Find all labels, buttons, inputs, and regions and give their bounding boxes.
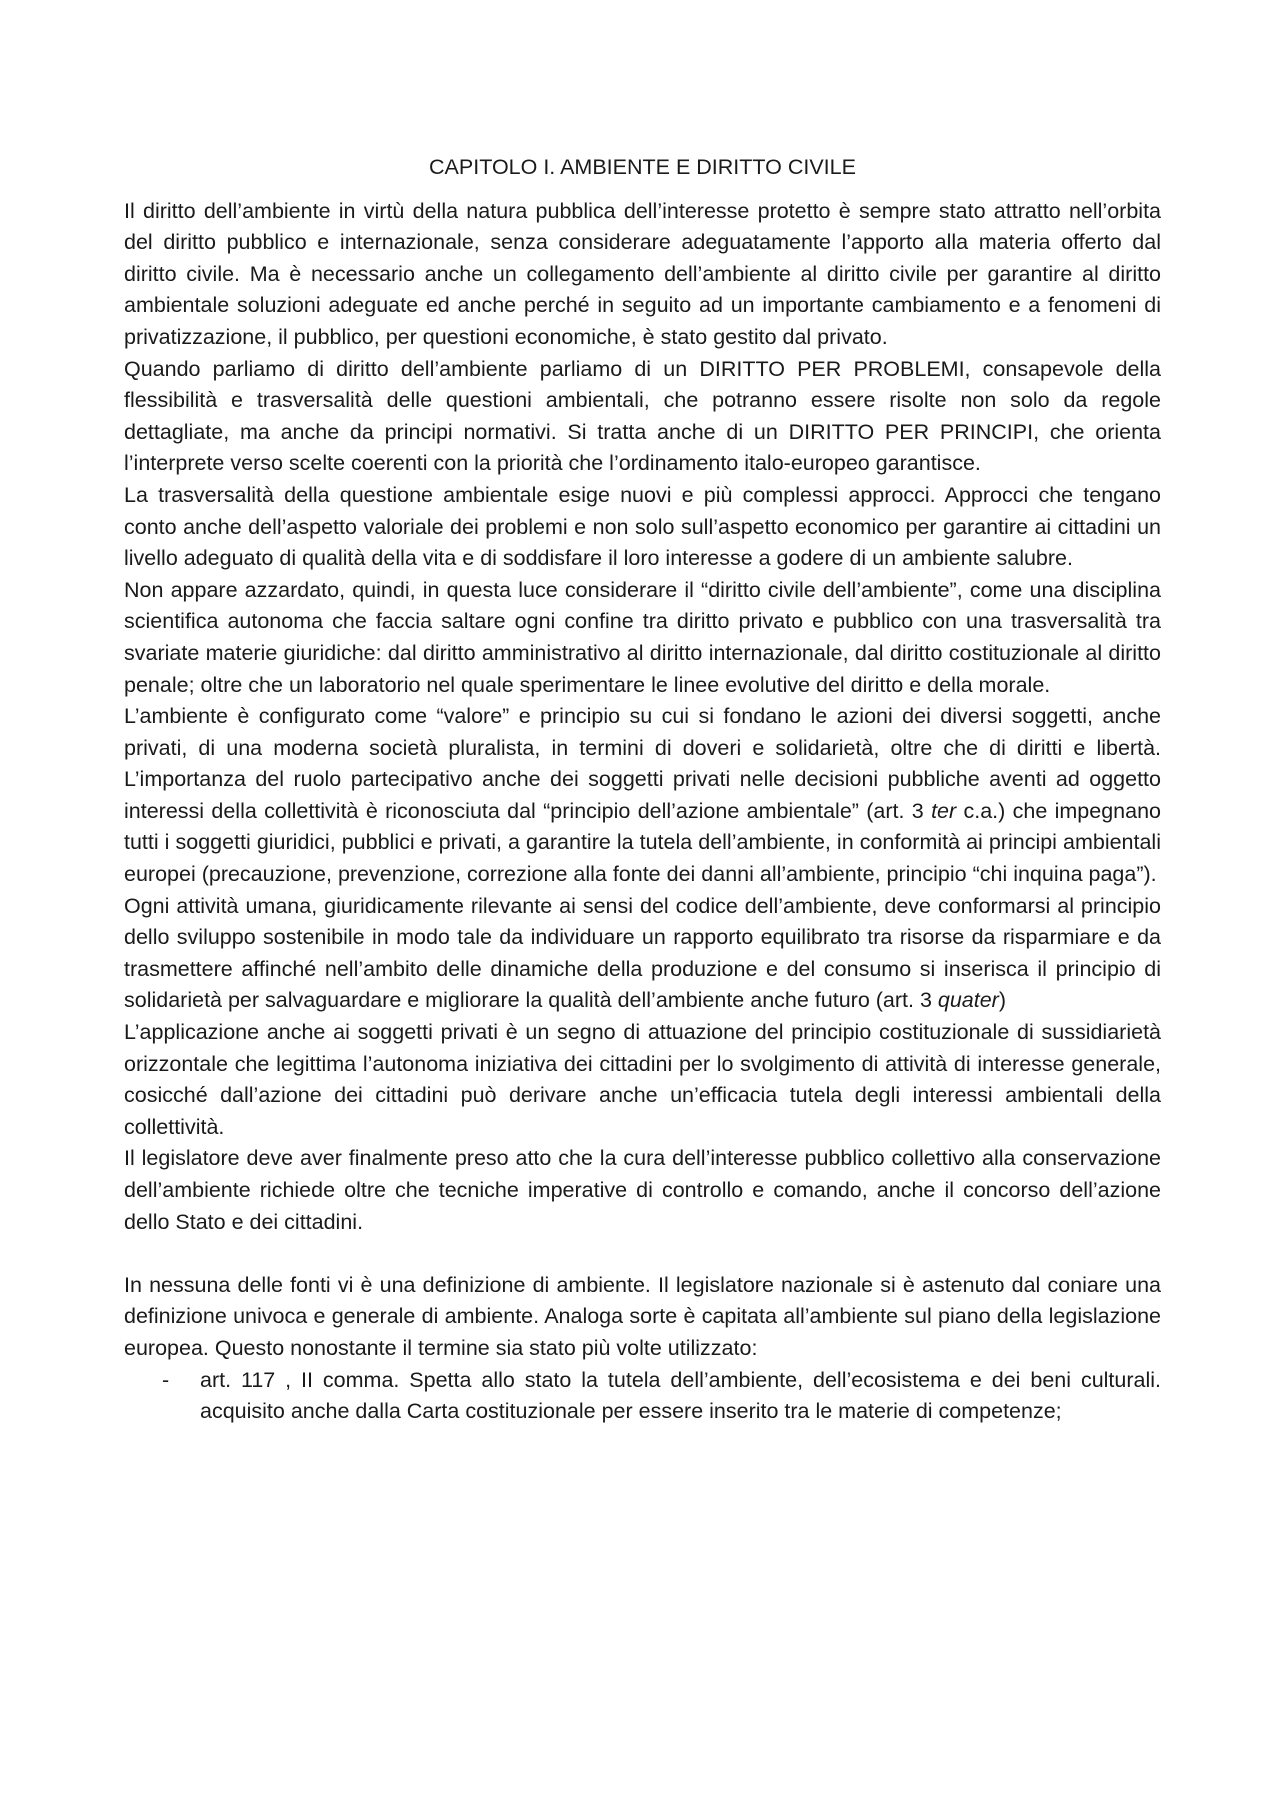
list-item-text: art. 117 , II comma. Spetta allo stato la tutela dell’ambiente, dell’ecosistema e dei beni culturali. acquisito anche dalla Carta costituzionale per essere inserito tra le materie di competenze; (200, 1367, 1161, 1424)
paragraph-8: Il legislatore deve aver finalmente preso atto che la cura dell’interesse pubblico collettivo alla conservazione dell’ambiente richiede oltre che tecniche imperative di controllo e comando, anche il concorso dell’azione dello Stato e dei cittadini. (124, 1146, 1161, 1234)
chapter-title: CAPITOLO I. AMBIENTE E DIRITTO CIVILE (429, 155, 856, 179)
paragraph-5-italic: ter (931, 798, 957, 823)
paragraph-7: L’applicazione anche ai soggetti privati è un segno di attuazione del principio costituzionale di sussidiarietà orizzontale che legittima l’autonoma iniziativa dei cittadini per lo svolgimento di attività di interesse generale, cosicché dall’azione dei cittadini può derivare anche un’efficacia tutela degli interessi ambientali della collettività. (124, 1020, 1161, 1139)
list-item (124, 1365, 1161, 1428)
paragraph-6-part-a: Ogni attività umana, giuridicamente rilevante ai sensi del codice dell’ambiente, deve conformarsi al principio dello sviluppo sostenibile in modo tale da individuare un rapporto equilibrato tra risorse da risparmiare e da trasmettere affinché nell’ambito delle dinamiche della produzione e del consumo si inserisca il principio di solidarietà per salvaguardare e migliorare la qualità dell’ambiente anche futuro (art. 3 (124, 893, 1161, 1013)
paragraph-2: Quando parliamo di diritto dell’ambiente parliamo di un DIRITTO PER PROBLEMI, consapevole della flessibilità e trasversalità delle questioni ambientali, che potranno essere risolte non solo da regole dettagliate, ma anche da principi normativi. Si tratta anche di un DIRITTO PER PRINCIPI, che orienta l’interprete verso scelte coerenti con la priorità che l’ordinamento italo-europeo garantisce. (124, 356, 1161, 476)
paragraph-3: La trasversalità della questione ambientale esige nuovi e più complessi approcci. Approcci che tengano conto anche dell’aspetto valoriale dei problemi e non solo sull’aspetto economico per garantire ai cittadini un livello adeguato di qualità della vita e di soddisfare il loro interesse a godere di un ambiente salubre. (124, 482, 1161, 571)
paragraph-9: In nessuna delle fonti vi è una definizione di ambiente. Il legislatore nazionale si è astenuto dal coniare una definizione univoca e generale di ambiente. Analoga sorte è capitata all’ambiente sul piano della legislazione europea. Questo nonostante il termine sia stato più volte utilizzato: (124, 1272, 1161, 1360)
paragraph-6 (124, 891, 1161, 1017)
document-page (124, 152, 1161, 1428)
paragraph-5-part-a: L’ambiente è configurato come “valore” e principio su cui si fondano le azioni dei diversi soggetti, anche privati, di una moderna società pluralista, in termini di doveri e solidarietà, oltre che di diritti e libertà. L’importanza del ruolo partecipativo anche dei soggetti privati nelle decisioni pubbliche aventi ad oggetto interessi della collettività è riconosciuta dal “principio dell’azione ambientale” (art. 3 (124, 704, 1161, 823)
paragraph-5-part-b: c.a.) che impegnano tutti i soggetti giuridici, pubblici e privati, a garantire la tutela dell’ambiente, in conformità ai principi ambientali europei (precauzione, prevenzione, correzione alla fonte dei danni all’ambiente, principio “chi inquina paga”). (124, 798, 1161, 887)
paragraph-4: Non appare azzardato, quindi, in questa luce considerare il “diritto civile dell’ambiente”, come una disciplina scientifica autonoma che faccia saltare ogni confine tra diritto privato e pubblico con una trasversalità tra svariate materie giuridiche: dal diritto amministrativo al diritto internazionale, dal diritto costituzionale al diritto penale; oltre che un laboratorio nel quale sperimentare le linee evolutive del diritto e della morale. (124, 577, 1161, 697)
paragraph-5 (124, 701, 1161, 891)
bullet-list (124, 1365, 1161, 1428)
paragraph-6-italic: quater (937, 988, 999, 1013)
blank-line (124, 1238, 1161, 1270)
paragraph-6-part-b: ) (998, 988, 1007, 1013)
paragraph-1: Il diritto dell’ambiente in virtù della natura pubblica dell’interesse protetto è sempre stato attratto nell’orbita del diritto pubblico e internazionale, senza considerare adeguatamente l’apporto alla materia offerto dal diritto civile. Ma è necessario anche un collegamento dell’ambiente al diritto civile per garantire al diritto ambientale soluzioni adeguate ed anche perché in seguito ad un importante cambiamento e a fenomeni di privatizzazione, il pubblico, per questioni economiche, è stato gestito dal privato. (124, 198, 1161, 349)
dash-bullet-icon: - (162, 1367, 170, 1392)
